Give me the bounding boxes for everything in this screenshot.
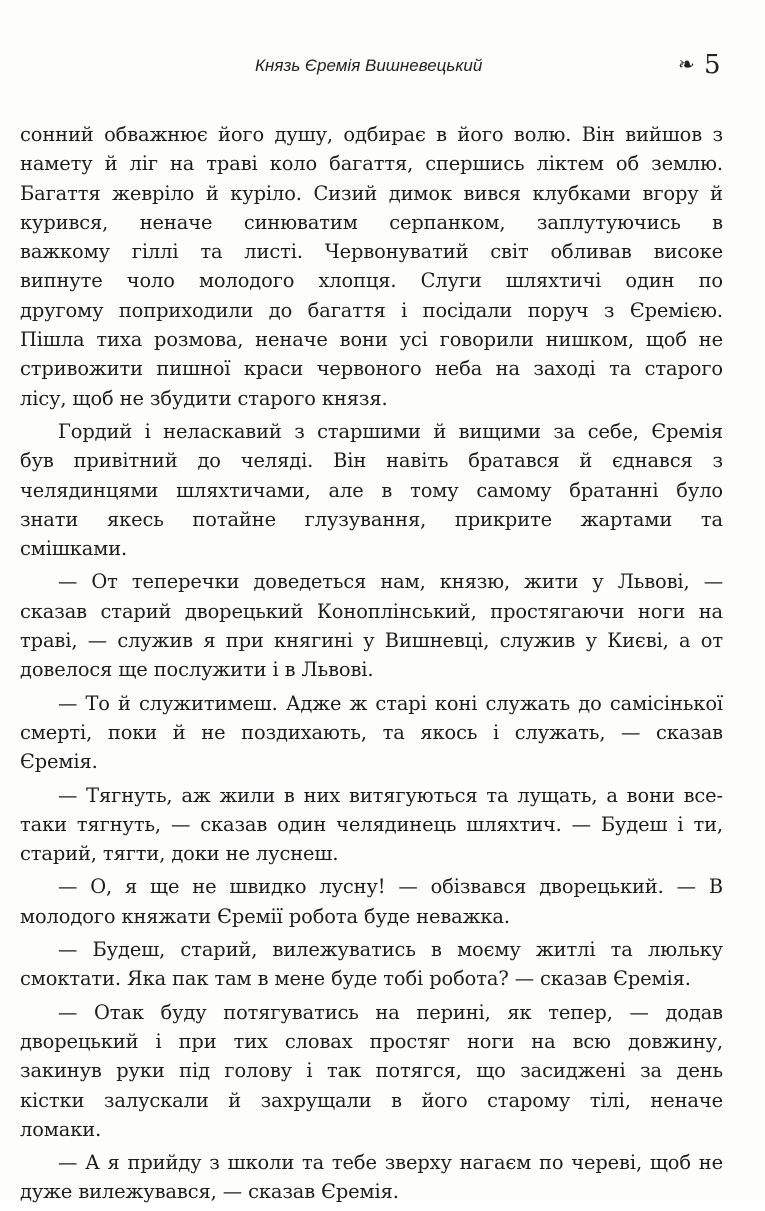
text-line: був привітний до челяді. Він навіть братався й єднався з <box>20 449 723 473</box>
text-line: ломаки. <box>20 1117 102 1141</box>
fleuron-icon: ❧ <box>678 52 695 76</box>
text-line: дуже вилежувався, — сказав Єремія. <box>20 1180 399 1204</box>
text-line: важкому гіллі та листі. Червонуватий світ обливав високе <box>20 240 723 264</box>
text-line: лісу, щоб не збудити старого князя. <box>20 386 388 410</box>
paragraph <box>20 417 723 563</box>
body-text <box>20 120 723 1211</box>
text-line: — Отак буду потягуватись на перині, як тепер, — додав <box>58 1000 723 1024</box>
paragraph <box>20 567 723 684</box>
paragraph <box>20 120 723 413</box>
page-number: 5 <box>704 50 721 80</box>
text-line: — Будеш, старий, вилежуватись в моєму житлі та люльку <box>58 938 723 962</box>
text-line: сонний обважнює його душу, одбирає в його волю. Він вийшов з <box>20 123 723 146</box>
text-line: намету й ліг на траві коло багаття, спершись ліктем об землю. <box>20 152 723 176</box>
paragraph <box>20 1148 723 1207</box>
text-line: сказав старий дворецький Коноплінський, простягаючи ноги на <box>20 599 723 623</box>
text-line: — О, я ще не швидко лусну! — обізвався дворецький. — В <box>58 875 723 899</box>
text-line: другому поприходили до багаття і посідали поруч з Єремією. <box>20 298 723 322</box>
text-line: довелося ще послужити і в Львові. <box>20 658 374 682</box>
text-line: — Тягнуть, аж жили в них витягуються та лущать, а вони все- <box>58 783 723 807</box>
paragraph <box>20 689 723 777</box>
paragraph <box>20 781 723 869</box>
text-line: курився, неначе синюватим серпанком, заплутуючись в <box>20 210 723 234</box>
paragraph <box>20 935 723 994</box>
text-line: старий, тягти, доки не луснеш. <box>20 842 339 866</box>
text-line: таки тягнуть, — сказав один челядинець шляхтич. — Будеш і ти, <box>20 812 723 836</box>
text-line: кістки залускали й захрущали в його старому тілі, неначе <box>20 1088 723 1112</box>
text-line: Гордий і неласкавий з старшими й вищими за себе, Єремія <box>58 419 723 443</box>
page-header <box>0 52 765 84</box>
text-line: дворецький і при тих словах простяг ноги на всю довжину, <box>20 1029 723 1053</box>
text-line: закинув руки під голову і так потягся, що засиджені за день <box>20 1059 723 1083</box>
text-line: випнуте чоло молодого хлопця. Слуги шляхтичі один по <box>20 269 723 293</box>
text-line: смішками. <box>20 537 128 561</box>
text-line: знати якесь потайне глузування, прикрите жартами та <box>20 507 723 531</box>
text-line: челядинцями шляхтичами, але в тому самому братанні було <box>20 478 723 502</box>
text-line: — А я прийду з школи та тебе зверху нагаєм по череві, щоб не <box>58 1151 723 1175</box>
text-line: Єремія. <box>20 750 98 774</box>
running-title: Князь Єремія Вишневецький <box>255 56 483 75</box>
text-line: смоктати. Яка пак там в мене буде тобі робота? — сказав Єремія. <box>20 967 691 991</box>
text-line: — То й служитимеш. Адже ж старі коні служать до самісінької <box>58 691 723 715</box>
text-line: Багаття жевріло й куріло. Сизий димок вився клубками вгору й <box>20 181 723 205</box>
paragraph <box>20 872 723 931</box>
text-line: смерті, поки й не поздихають, та якось і служать, — сказав <box>20 720 723 744</box>
text-line: траві, — служив я при княгині у Вишневці, служив у Києві, а от <box>20 629 723 653</box>
text-line: стривожити пишної краси червоного неба на заході та старого <box>20 357 723 381</box>
text-line: Пішла тиха розмова, неначе вони усі говорили нишком, щоб не <box>20 328 723 352</box>
text-line: — От теперечки доведеться нам, князю, жити у Львові, — <box>58 570 723 594</box>
paragraph <box>20 998 723 1144</box>
text-line: молодого княжати Єремії робота буде неважка. <box>20 904 510 928</box>
